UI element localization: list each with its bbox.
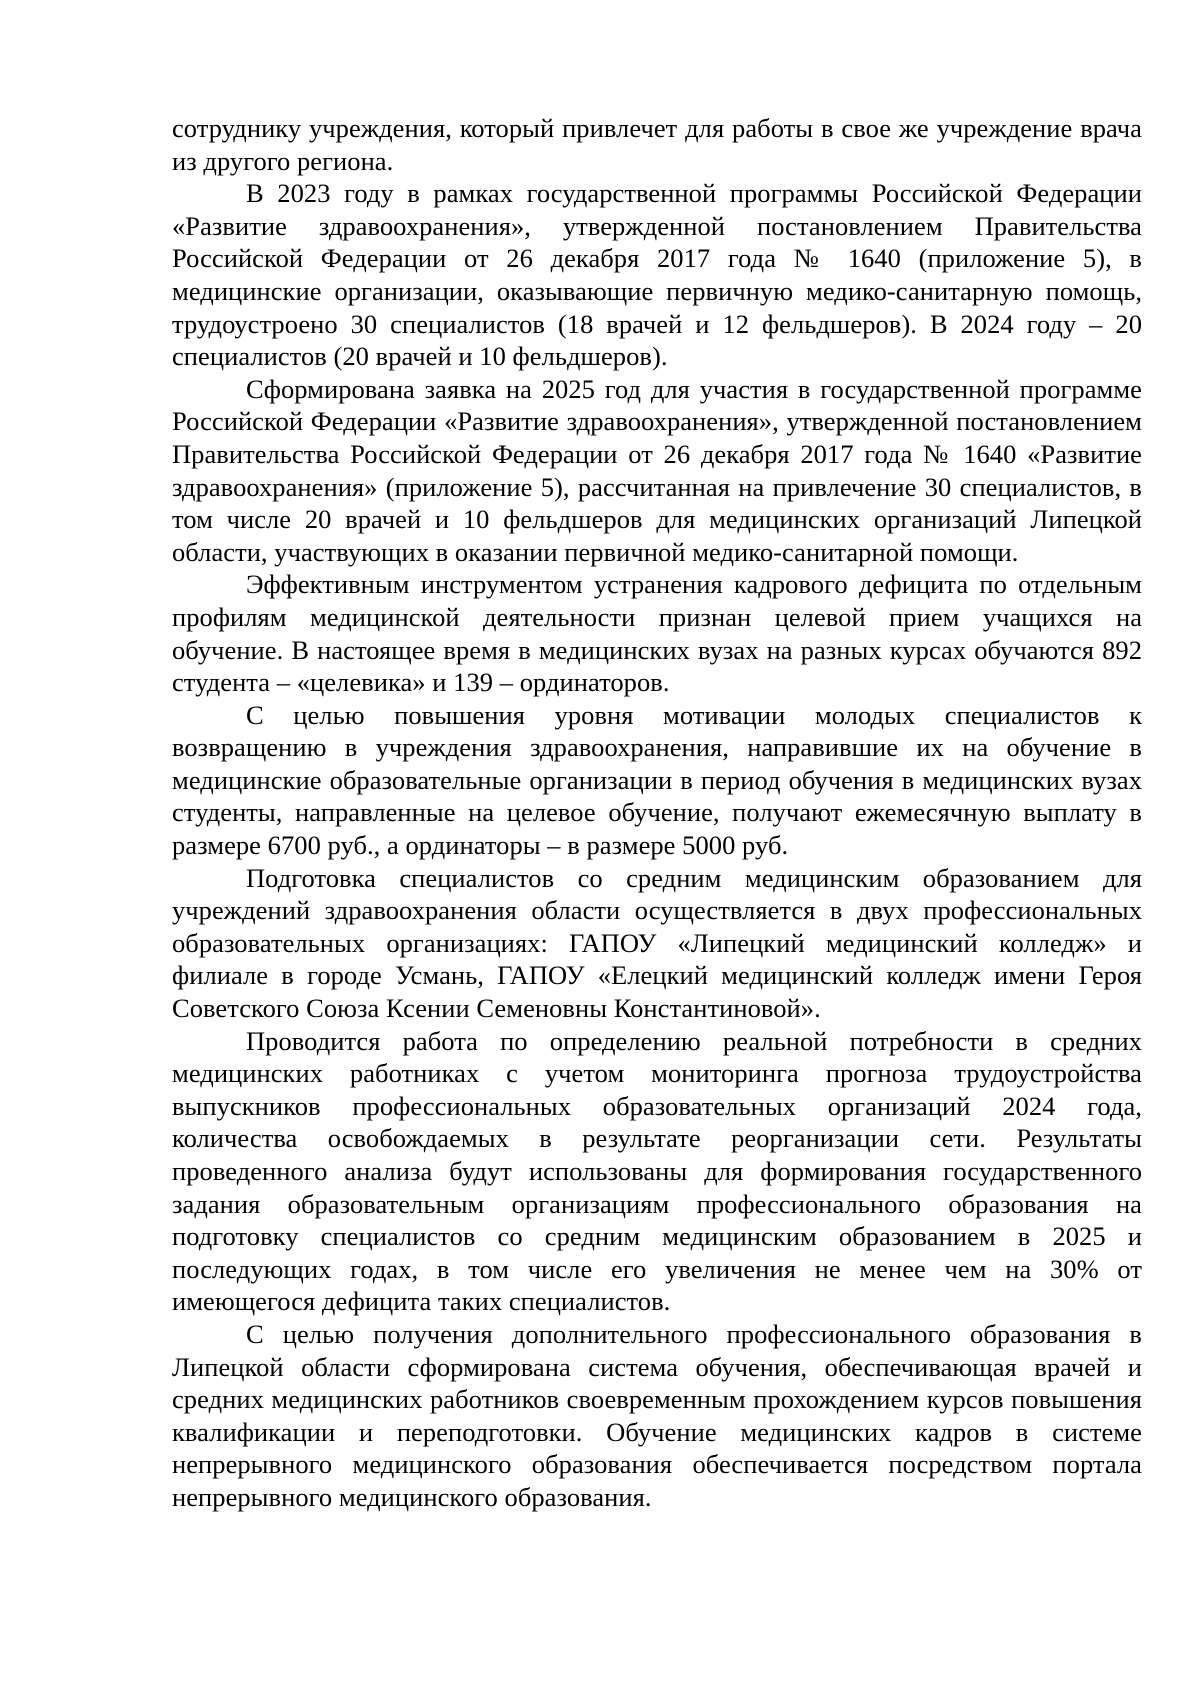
document-body — [172, 112, 1142, 1514]
paragraph-continuation: сотруднику учреждения, который привлечет для работы в свое же учреждение врача из другого региона. — [172, 113, 1142, 176]
paragraph-2025-application: Сформирована заявка на 2025 год для участия в государственной программе Российской Федерации «Развитие здравоохранения», утвержденной постановлением Правительства Российской Федерации от 26 декабря 2017 года № 1640 «Развитие здравоохранения» (приложение 5), рассчитанная на привлечение 30 специалистов, в том числе 20 врачей и 10 фельдшеров для медицинских организаций Липецкой области, участвующих в оказании первичной медико-санитарной помощи. — [172, 373, 1142, 567]
paragraph-motivation-payments: С целью повышения уровня мотивации молодых специалистов к возвращению в учреждения здравоохранения, направившие их на обучение в медицинские образовательные организации в период обучения в медицинских вузах студенты, направленные на целевое обучение, получают ежемесячную выплату в размере 6700 руб., а ординаторы – в размере 5000 руб. — [172, 699, 1142, 861]
paragraph-targeted-admission: Эффективным инструментом устранения кадрового дефицита по отдельным профилям медицинской деятельности признан целевой прием учащихся на обучение. В настоящее время в медицинских вузах на разных курсах обучаются 892 студента – «целевика» и 139 – ординаторов. — [172, 569, 1142, 698]
paragraph-continuing-education: С целью получения дополнительного профессионального образования в Липецкой области сформирована система обучения, обеспечивающая врачей и средних медицинских работников своевременным прохождением курсов повышения квалификации и переподготовки. Обучение медицинских кадров в системе непрерывного медицинского образования обеспечивается посредством портала непрерывного медицинского образования. — [172, 1318, 1142, 1512]
paragraph-secondary-education: Подготовка специалистов со средним медицинским образованием для учреждений здравоохранения области осуществляется в двух профессиональных образовательных организациях: ГАПОУ «Липецкий медицинский колледж» и филиале в городе Усмань, ГАПОУ «Елецкий медицинский колледж имени Героя Советского Союза Ксении Семеновны Константиновой». — [172, 862, 1142, 1024]
paragraph-needs-analysis: Проводится работа по определению реальной потребности в средних медицинских работниках с учетом мониторинга прогноза трудоустройства выпускников профессиональных образовательных организаций 2024 года, количества освобождаемых в результате реорганизации сети. Результаты проведенного анализа будут использованы для формирования государственного задания образовательным организациям профессионального образования на подготовку специалистов со средним медицинским образованием в 2025 и последующих годах, в том числе его увеличения не менее чем на 30% от имеющегося дефицита таких специалистов. — [172, 1025, 1142, 1317]
paragraph-2023-specialists: В 2023 году в рамках государственной программы Российской Федерации «Развитие здравоохранения», утвержденной постановлением Правительства Российской Федерации от 26 декабря 2017 года № 1640 (приложение 5), в медицинские организации, оказывающие первичную медико-санитарную помощь, трудоустроено 30 специалистов (18 врачей и 12 фельдшеров). В 2024 году – 20 специалистов (20 врачей и 10 фельдшеров). — [172, 178, 1142, 372]
